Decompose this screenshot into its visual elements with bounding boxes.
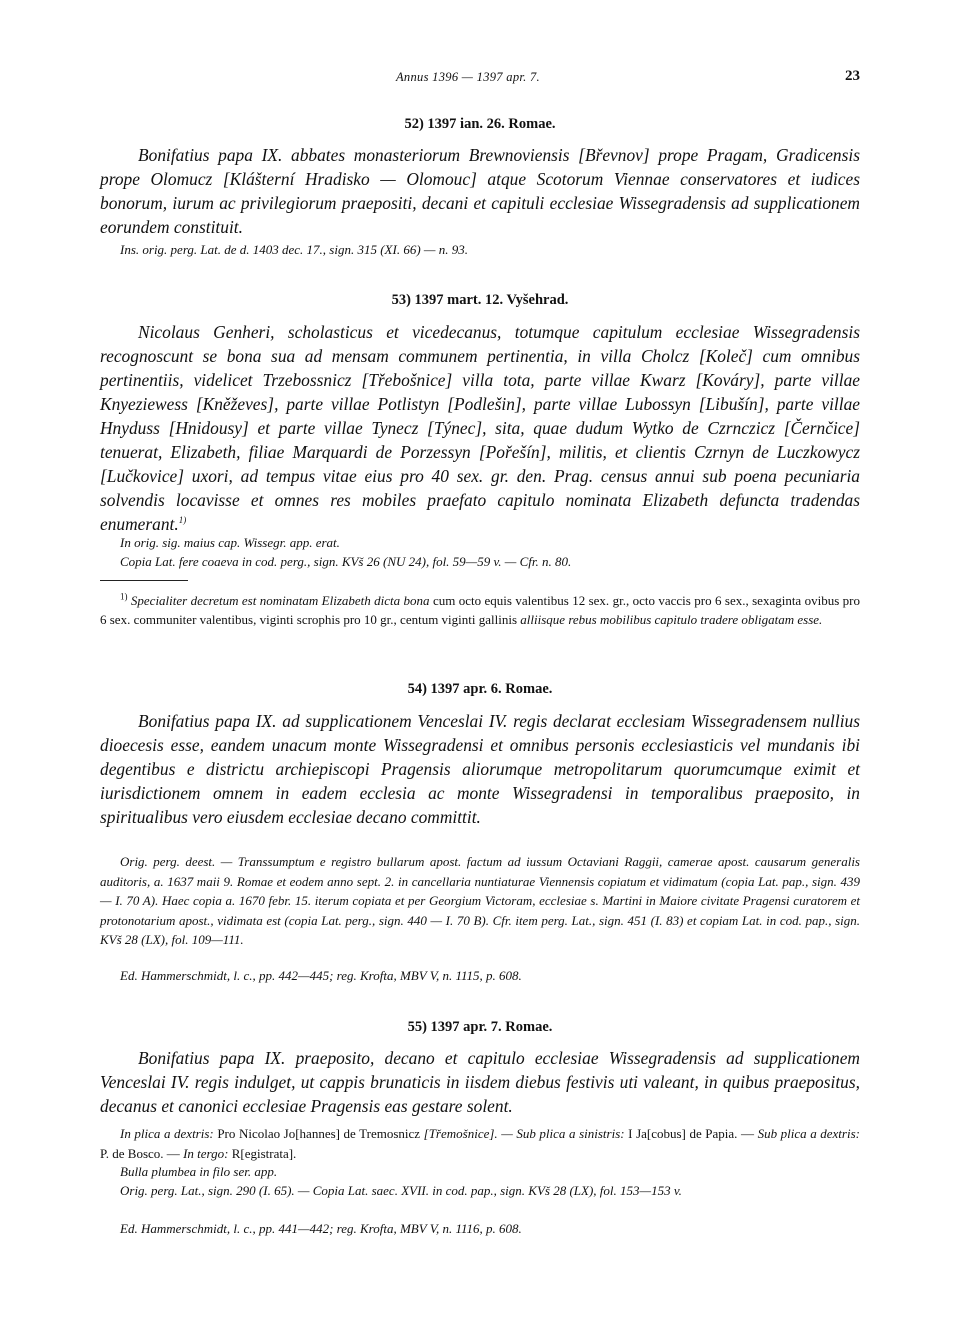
entry-note-53b: Copia Lat. fere coaeva in cod. perg., sign. KVš 26 (NU 24), fol. 59—59 v. — Cfr. n. 80. <box>120 554 572 569</box>
entry-heading-53: 53) 1397 mart. 12. Vyšehrad. <box>391 292 569 308</box>
entry-plica-55: In plica a dextris: Pro Nicolao Jo[hannes] de Tremosnicz [Třemošnice]. — Sub plica a sinistris: I Ja[cobus] de Papia. — Sub plica a dextris: P. de Bosco. — In tergo: R[egistrata]. <box>100 1126 860 1161</box>
entry-heading-52: 52) 1397 ian. 26. Romae. <box>404 116 556 132</box>
entry-note-53a: In orig. sig. maius cap. Wissegr. app. erat. <box>120 535 340 550</box>
running-head-title: Annus 1396 — 1397 apr. 7. <box>396 70 540 84</box>
entry-regest-55: Bonifatius papa IX. praeposito, decano et capitulo ecclesiae Wissegradensis ad supplicationem Venceslai IV. regis indulget, ut cappis brunaticis in iisdem diebus festivis uti valeant, in quibus praepositus, decanus et canonici ecclesiae Pragensis eas gestare solent. <box>100 1048 860 1116</box>
footnote-divider <box>100 580 188 581</box>
footnote-1: $^{1)}$ Specialiter decretum est nominatam Elizabeth dicta bona cum octo equis valentibus 12 sex. gr., octo vaccis pro 6 sex., sexaginta ovibus pro 6 sex. communiter valentibus, viginti scrophis pro 10 gr., centum viginti gallinis alliisque rebus mobilibus capitulo tradere obligatam esse. <box>100 591 861 627</box>
entry-note-55a: Bulla plumbea in filo ser. app. <box>120 1164 278 1179</box>
entry-note-52: Ins. orig. perg. Lat. de d. 1403 dec. 17., sign. 315 (XI. 66) — n. 93. <box>120 242 468 257</box>
entry-note-55b: Orig. perg. Lat., sign. 290 (I. 65). — Copia Lat. saec. XVII. in cod. pap., sign. KVš 28 (LX), fol. 153—153 v. <box>120 1183 682 1198</box>
footnote-marker: 1) <box>178 515 187 526</box>
entry-regest-53: Nicolaus Genheri, scholasticus et vicedecanus, totumque capitulum ecclesiae Wissegradensis recognoscunt se bona sua ad mensam communem pertinentia, in villa Cholcz [Koleč] cum omnibus pertinentiis, videlicet Trzebossnicz [Třebošnice] villa tota, parte villae Kwarz [Kováry], parte villae Knyeziewess [Kněževes], parte villae Potlistyn [Podlešin], parte villae Lubossyn [Libušín], parte villae Hnyduss [Hnidousy] et parte villae Tynecz [Týnec], sita, quae dudum Wytko de Czrnczicz [Černčice] tenuerat, Elizabeth, filiae Marquardi de Porzessyn [Pořešín], militis, et clientis Czrnyn de Luczkowycz [Lučkovice] uxori, ad tempus vitae eius pro 40 sex. gr. den. Prag. census annui sub poena pecuniaria solvendis locavisse et omnes res mobiles praefato capitulo nominata Elizabeth defuncta tradendas enumerant.$^{1)}$ <box>100 322 860 534</box>
entry-regest-54: Bonifatius papa IX. ad supplicationem Venceslai IV. regis declarat ecclesiam Wissegradensem nullius dioecesis esse, eandem unacum monte Wissegradensi et omnibus personis ecclesiasticis vel mundanis ibi degentibus e districtu archiepiscopi Pragensis aliorumque metropolitarum quorumcumque eximit et iurisdictionem omnem in eadem ecclesia ac monte Wissegradensi in temporalibus praeposito, in spiritualibus vero eiusdem ecclesiae decano committit. <box>100 711 860 827</box>
entry-note-54b: Ed. Hammerschmidt, l. c., pp. 442—445; reg. Krofta, MBV V, n. 1115, p. 608. <box>120 968 522 983</box>
entry-note-55c: Ed. Hammerschmidt, l. c., pp. 441—442; reg. Krofta, MBV V, n. 1116, p. 608. <box>120 1221 522 1236</box>
page-number: 23 <box>845 68 860 84</box>
entry-heading-54: 54) 1397 apr. 6. Romae. <box>407 681 553 697</box>
entry-note-54a: Orig. perg. deest. — Transsumptum e registro bullarum apost. factum ad iussum Octaviani Raggii, camerae apost. causarum generalis auditoris, a. 1637 maii 9. Romae et eodem anno sept. 2. in cancellaria nuntiaturae Viennensis copiatum et vidimatum (copia Lat. pap., sign. 439 — I. 70 A). Haec copia a. 1670 febr. 15. iterum copiata et per Georgium Victoram, ecclesiae s. Martini in Maiore civitate Pragensi curatorem et protonotarium apost., vidimata est (copia Lat. perg., sign. 440 — I. 70 B). Cfr. item perg. Lat., sign. 451 (I. 83) et copiam Lat. in cod. pap., sign. KVš 28 (LX), fol. 109—111. <box>100 854 860 947</box>
entry-regest-52: Bonifatius papa IX. abbates monasteriorum Brewnoviensis [Břevnov] prope Pragam, Gradicensis prope Olomucz [Klášterní Hradisko — Olomouc] atque Scotorum Viennae conservatores et iudices bonorum, iurum ac privilegiorum praepositi, decani et capituli ecclesiae Wissegradensis ad supplicationem eorundem constituit. <box>100 145 860 237</box>
running-head <box>0 70 960 90</box>
entry-heading-55: 55) 1397 apr. 7. Romae. <box>407 1019 553 1035</box>
